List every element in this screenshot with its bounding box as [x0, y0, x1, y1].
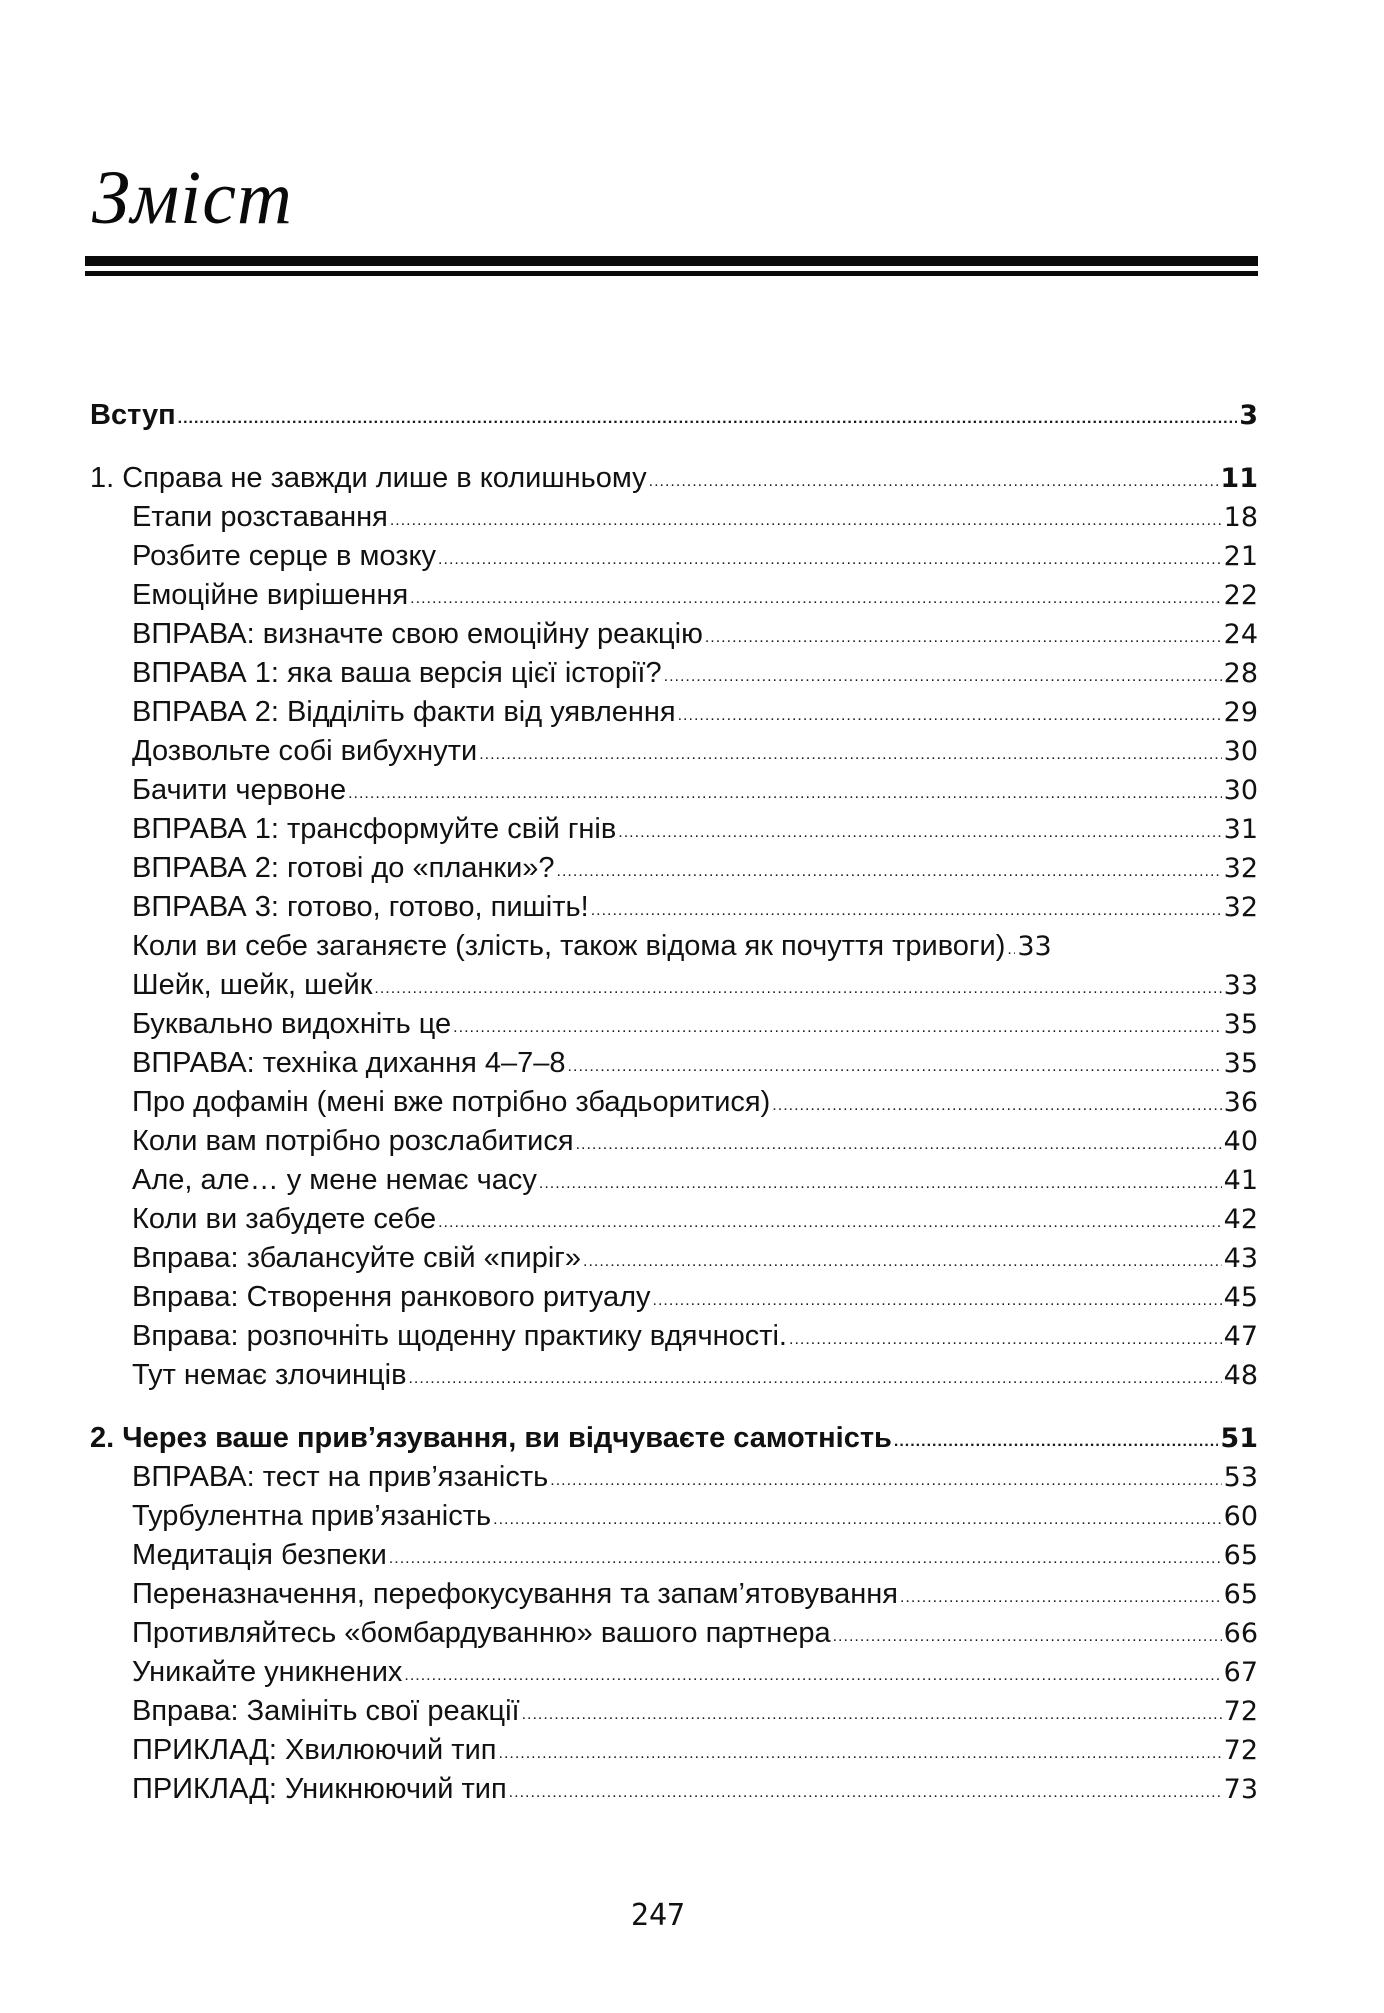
toc-entry-page: 65 [1223, 1540, 1258, 1571]
toc-entry[interactable] [90, 966, 1258, 1005]
dot-leader [539, 1164, 1222, 1203]
dot-leader [568, 1047, 1222, 1086]
toc-entry-label: Емоційне вирішення [132, 579, 409, 611]
toc-entry-page: 32 [1223, 892, 1258, 923]
dot-leader [404, 1656, 1221, 1695]
toc-entry[interactable] [90, 1200, 1258, 1239]
toc-entry-page: 42 [1223, 1204, 1258, 1235]
toc-entry[interactable] [90, 888, 1258, 927]
toc-entry-page: 30 [1223, 775, 1258, 806]
toc-entry-label: Противляйтесь «бомбардуванню» вашого партнера [132, 1617, 831, 1649]
toc-entry-label: Переназначення, перефокусування та запам’ятовування [132, 1578, 898, 1610]
dot-leader [1007, 930, 1015, 969]
toc-entry-label: Етапи розставання [132, 501, 388, 533]
toc-entry[interactable] [90, 1653, 1258, 1692]
toc-entry-label: Вправа: розпочніть щоденну практику вдячності. [132, 1320, 787, 1352]
dot-leader [705, 618, 1222, 657]
dot-leader [583, 1242, 1222, 1281]
toc-entry[interactable] [90, 1458, 1258, 1497]
dot-leader [894, 1422, 1219, 1461]
toc-entry-page: 65 [1223, 1579, 1258, 1610]
toc-entry[interactable] [90, 1239, 1258, 1278]
toc-entry[interactable] [90, 537, 1258, 576]
dot-leader [410, 579, 1221, 618]
toc-entry[interactable] [90, 1536, 1258, 1575]
toc-chapter-label: 1. Справа не завжди лише в колишньому [90, 462, 647, 494]
dot-leader [438, 540, 1222, 579]
toc-entry-label: Тут немає злочинців [132, 1359, 407, 1391]
toc-entry-intro[interactable] [90, 396, 1258, 435]
dot-leader [789, 1320, 1222, 1359]
toc-entry[interactable] [90, 1161, 1258, 1200]
toc-entry-label: Уникайте уникнених [132, 1656, 403, 1688]
toc-entry-page: 72 [1223, 1735, 1258, 1766]
toc-entry-page: 28 [1223, 658, 1258, 689]
dot-leader [178, 399, 1238, 438]
dot-leader [390, 501, 1222, 540]
dot-leader [618, 813, 1221, 852]
toc-entry-page: 48 [1223, 1360, 1258, 1391]
toc-entry-label: Турбулентна прив’язаність [132, 1500, 492, 1532]
toc-chapter-1[interactable] [90, 459, 1258, 498]
dot-leader [348, 774, 1222, 813]
toc-entry[interactable] [90, 1122, 1258, 1161]
dot-leader [550, 1461, 1221, 1500]
toc-entry-page: 53 [1223, 1462, 1258, 1493]
dot-leader [389, 1539, 1222, 1578]
toc-entry-page: 43 [1223, 1243, 1258, 1274]
toc-entry-label: ВПРАВА: техніка дихання 4–7–8 [132, 1047, 566, 1079]
dot-leader [479, 735, 1221, 774]
toc-entry[interactable] [90, 1575, 1258, 1614]
dot-leader [438, 1203, 1222, 1242]
toc-entry-label: Вправа: Замініть свої реакції [132, 1695, 520, 1727]
toc-entry[interactable] [90, 849, 1258, 888]
toc-entry[interactable] [90, 576, 1258, 615]
toc-entry-page: 45 [1223, 1282, 1258, 1313]
toc-entry-page: 60 [1223, 1501, 1258, 1532]
page-title: Зміст [92, 156, 293, 240]
toc-entry[interactable] [90, 1692, 1258, 1731]
toc-entry[interactable] [90, 1731, 1258, 1770]
dot-leader [900, 1578, 1222, 1617]
toc-entry[interactable] [90, 1083, 1258, 1122]
dot-leader [653, 1281, 1222, 1320]
dot-leader [374, 969, 1221, 1008]
dot-leader [649, 462, 1219, 501]
toc-entry-label: ВПРАВА 1: трансформуйте свій гнів [132, 813, 617, 845]
toc-entry[interactable] [90, 615, 1258, 654]
toc-entry[interactable] [90, 1278, 1258, 1317]
toc-entry-page: 67 [1223, 1657, 1258, 1688]
toc-entry-page: 35 [1223, 1009, 1258, 1040]
dot-leader [557, 852, 1222, 891]
toc-entry-label: Дозвольте собі вибухнути [132, 735, 478, 767]
toc-entry-page: 72 [1223, 1696, 1258, 1727]
toc-entry-page: 32 [1223, 853, 1258, 884]
toc-entry[interactable] [90, 1356, 1258, 1395]
title-rule-thin [85, 271, 1258, 276]
toc-entry-page: 66 [1223, 1618, 1258, 1649]
toc-entry-label: ВПРАВА 2: Відділіть факти від уявлення [132, 696, 676, 728]
toc-entry[interactable] [90, 1770, 1258, 1809]
dot-leader [678, 696, 1222, 735]
toc-entry-page: 31 [1223, 814, 1258, 845]
dot-leader [499, 1734, 1222, 1773]
toc-chapter-page: 51 [1220, 1423, 1258, 1454]
toc-entry-label: ВПРАВА 2: готові до «планки»? [132, 852, 555, 884]
dot-leader [493, 1500, 1222, 1539]
toc-entry-label: Коли ви себе заганяєте (злість, також відома як почуття тривоги) [132, 930, 1006, 962]
dot-leader [591, 891, 1222, 930]
dot-leader [833, 1617, 1222, 1656]
toc-entry-label: Шейк, шейк, шейк [132, 969, 373, 1001]
dot-leader [509, 1773, 1222, 1812]
toc-entry-page: 3 [1239, 400, 1258, 431]
toc-entry[interactable] [90, 927, 1258, 966]
toc-entry[interactable] [90, 810, 1258, 849]
toc-entry[interactable] [90, 1497, 1258, 1536]
table-of-contents [90, 396, 1258, 1809]
toc-entry-label: Буквально видохніть це [132, 1008, 452, 1040]
toc-entry-label: Про дофамін (мені вже потрібно збадьоритися) [132, 1086, 771, 1118]
toc-entry[interactable] [90, 693, 1258, 732]
toc-entry-page: 40 [1223, 1126, 1258, 1157]
dot-leader [453, 1008, 1221, 1047]
toc-entry[interactable] [90, 498, 1258, 537]
dot-leader [408, 1359, 1221, 1398]
toc-entry-page: 47 [1223, 1321, 1258, 1352]
toc-entry-label: ВПРАВА 1: яка ваша версія цієї історії? [132, 657, 662, 689]
toc-entry-label: Бачити червоне [132, 774, 347, 806]
dot-leader [772, 1086, 1221, 1125]
toc-entry-label: ВПРАВА 3: готово, готово, пишіть! [132, 891, 589, 923]
toc-entry-page: 29 [1223, 697, 1258, 728]
toc-entry-page: 33 [1017, 931, 1052, 962]
toc-entry[interactable] [90, 1317, 1258, 1356]
toc-entry-label: Вправа: Створення ранкового ритуалу [132, 1281, 651, 1313]
toc-entry-page: 36 [1223, 1087, 1258, 1118]
toc-entry-label: ПРИКЛАД: Хвилюючий тип [132, 1734, 497, 1766]
toc-entry-page: 18 [1223, 502, 1258, 533]
dot-leader [576, 1125, 1222, 1164]
toc-entry-label: Але, але… у мене немає часу [132, 1164, 537, 1196]
toc-entry-page: 35 [1223, 1048, 1258, 1079]
toc-entry-label: ВПРАВА: тест на прив’язаність [132, 1461, 549, 1493]
toc-entry[interactable] [90, 732, 1258, 771]
toc-chapter-page: 11 [1220, 463, 1258, 494]
toc-entry[interactable] [90, 1614, 1258, 1653]
toc-entry-page: 24 [1223, 619, 1258, 650]
toc-entry-page: 73 [1223, 1774, 1258, 1805]
toc-entry-page: 41 [1223, 1165, 1258, 1196]
toc-entry-label: Вправа: збалансуйте свій «пиріг» [132, 1242, 581, 1274]
toc-entry-label: Розбите серце в мозку [132, 540, 437, 572]
toc-entry[interactable] [90, 1044, 1258, 1083]
toc-chapter-label: 2. Через ваше прив’язування, ви відчуваєте самотність [90, 1422, 892, 1454]
toc-entry-label: ПРИКЛАД: Уникнюючий тип [132, 1773, 507, 1805]
dot-leader [664, 657, 1222, 696]
toc-entry-label: Коли вам потрібно розслабитися [132, 1125, 574, 1157]
toc-entry-label: Вступ [90, 399, 176, 431]
toc-chapter-2[interactable] [90, 1419, 1258, 1458]
dot-leader [522, 1695, 1222, 1734]
toc-entry-label: ВПРАВА: визначте свою емоційну реакцію [132, 618, 703, 650]
toc-entry-page: 22 [1223, 580, 1258, 611]
toc-entry-page: 21 [1223, 541, 1258, 572]
toc-entry[interactable] [90, 1005, 1258, 1044]
page-number: 247 [630, 1898, 686, 1933]
toc-entry-label: Медитація безпеки [132, 1539, 387, 1571]
toc-entry[interactable] [90, 654, 1258, 693]
toc-entry-page: 30 [1223, 736, 1258, 767]
title-rule-thick [85, 256, 1258, 266]
toc-entry-label: Коли ви забудете себе [132, 1203, 437, 1235]
toc-entry-page: 33 [1223, 970, 1258, 1001]
toc-entry[interactable] [90, 771, 1258, 810]
